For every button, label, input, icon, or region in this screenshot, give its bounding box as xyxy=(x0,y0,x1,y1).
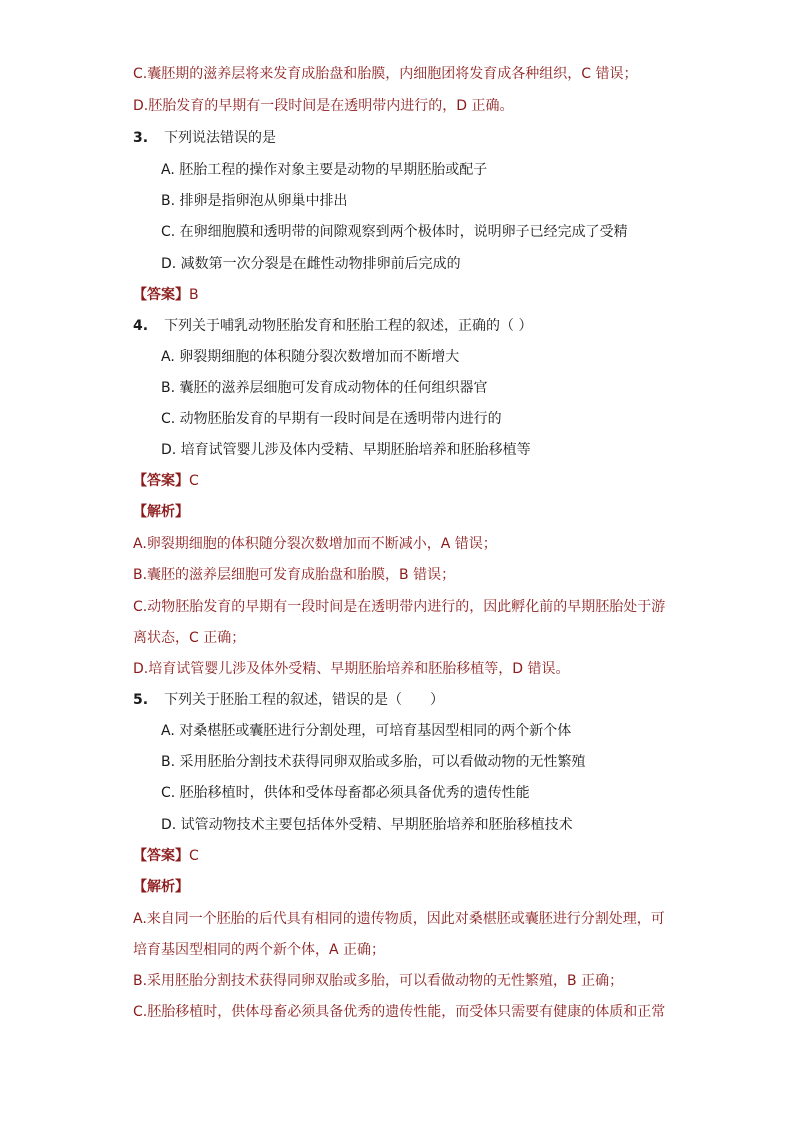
analysis-label: 【解析】 xyxy=(133,879,189,895)
answer-label: 【答案】 xyxy=(133,848,189,864)
analysis-line: A.来自同一个胚胎的后代具有相同的遗传物质，因此对桑椹胚或囊胚进行分割处理，可 xyxy=(133,911,665,927)
analysis-label: 【解析】 xyxy=(133,504,189,520)
answer-row xyxy=(133,285,199,305)
option-d: D. 培育试管婴儿涉及体内受精、早期胚胎培养和胚胎移植等 xyxy=(161,442,531,458)
analysis-line: D.胚胎发育的早期有一段时间是在透明带内进行的，D 正确。 xyxy=(133,98,514,114)
option-c: C. 动物胚胎发育的早期有一段时间是在透明带内进行的 xyxy=(161,411,502,427)
analysis-line: C.囊胚期的滋养层将来发育成胎盘和胎膜，内细胞团将发育成各种组织，C 错误； xyxy=(133,66,638,82)
option-c: C. 胚胎移植时，供体和受体母畜都必须具备优秀的遗传性能 xyxy=(161,785,530,801)
option-b: B. 采用胚胎分割技术获得同卵双胎或多胎，可以看做动物的无性繁殖 xyxy=(161,754,586,770)
option-a: A. 对桑椹胚或囊胚进行分割处理，可培育基因型相同的两个新个体 xyxy=(161,723,572,739)
option-b: B. 囊胚的滋养层细胞可发育成动物体的任何组织器官 xyxy=(161,380,488,396)
option-a: A. 卵裂期细胞的体积随分裂次数增加而不断增大 xyxy=(161,349,460,365)
option-a: A. 胚胎工程的操作对象主要是动物的早期胚胎或配子 xyxy=(161,162,488,178)
question-3 xyxy=(133,128,276,148)
analysis-line: C.动物胚胎发育的早期有一段时间是在透明带内进行的，因此孵化前的早期胚胎处于游 xyxy=(133,599,666,615)
option-d: D. 试管动物技术主要包括体外受精、早期胚胎培养和胚胎移植技术 xyxy=(161,817,573,833)
answer-label: 【答案】 xyxy=(133,473,189,489)
question-4 xyxy=(133,316,533,336)
analysis-line: B.囊胚的滋养层细胞可发育成胎盘和胎膜，B 错误； xyxy=(133,567,456,583)
question-number: 4. xyxy=(133,318,149,334)
question-stem: 下列关于哺乳动物胚胎发育和胚胎工程的叙述，正确的（ ） xyxy=(164,318,533,334)
answer-value: C xyxy=(189,473,199,489)
answer-value: B xyxy=(189,287,199,303)
question-number: 5. xyxy=(133,692,149,708)
question-5 xyxy=(133,690,444,710)
question-number: 3. xyxy=(133,130,149,146)
analysis-line: 培育基因型相同的两个新个体，A 正确； xyxy=(133,942,386,958)
analysis-line: D.培育试管婴儿涉及体外受精、早期胚胎培养和胚胎移植等，D 错误。 xyxy=(133,661,570,677)
answer-row xyxy=(133,846,199,866)
analysis-line: C.胚胎移植时，供体母畜必须具备优秀的遗传性能，而受体只需要有健康的体质和正常 xyxy=(133,1004,666,1020)
question-stem: 下列说法错误的是 xyxy=(164,130,277,146)
answer-label: 【答案】 xyxy=(133,287,189,303)
option-d: D. 减数第一次分裂是在雌性动物排卵前后完成的 xyxy=(161,256,461,272)
question-stem: 下列关于胚胎工程的叙述，错误的是（ ） xyxy=(164,692,445,708)
option-b: B. 排卵是指卵泡从卵巢中排出 xyxy=(161,193,348,209)
answer-value: C xyxy=(189,848,199,864)
analysis-line: 离状态，C 正确； xyxy=(133,630,246,646)
analysis-line: A.卵裂期细胞的体积随分裂次数增加而不断减小，A 错误； xyxy=(133,536,497,552)
option-c: C. 在卵细胞膜和透明带的间隙观察到两个极体时，说明卵子已经完成了受精 xyxy=(161,224,628,240)
answer-row xyxy=(133,471,199,491)
analysis-line: B.采用胚胎分割技术获得同卵双胎或多胎，可以看做动物的无性繁殖，B 正确； xyxy=(133,973,624,989)
